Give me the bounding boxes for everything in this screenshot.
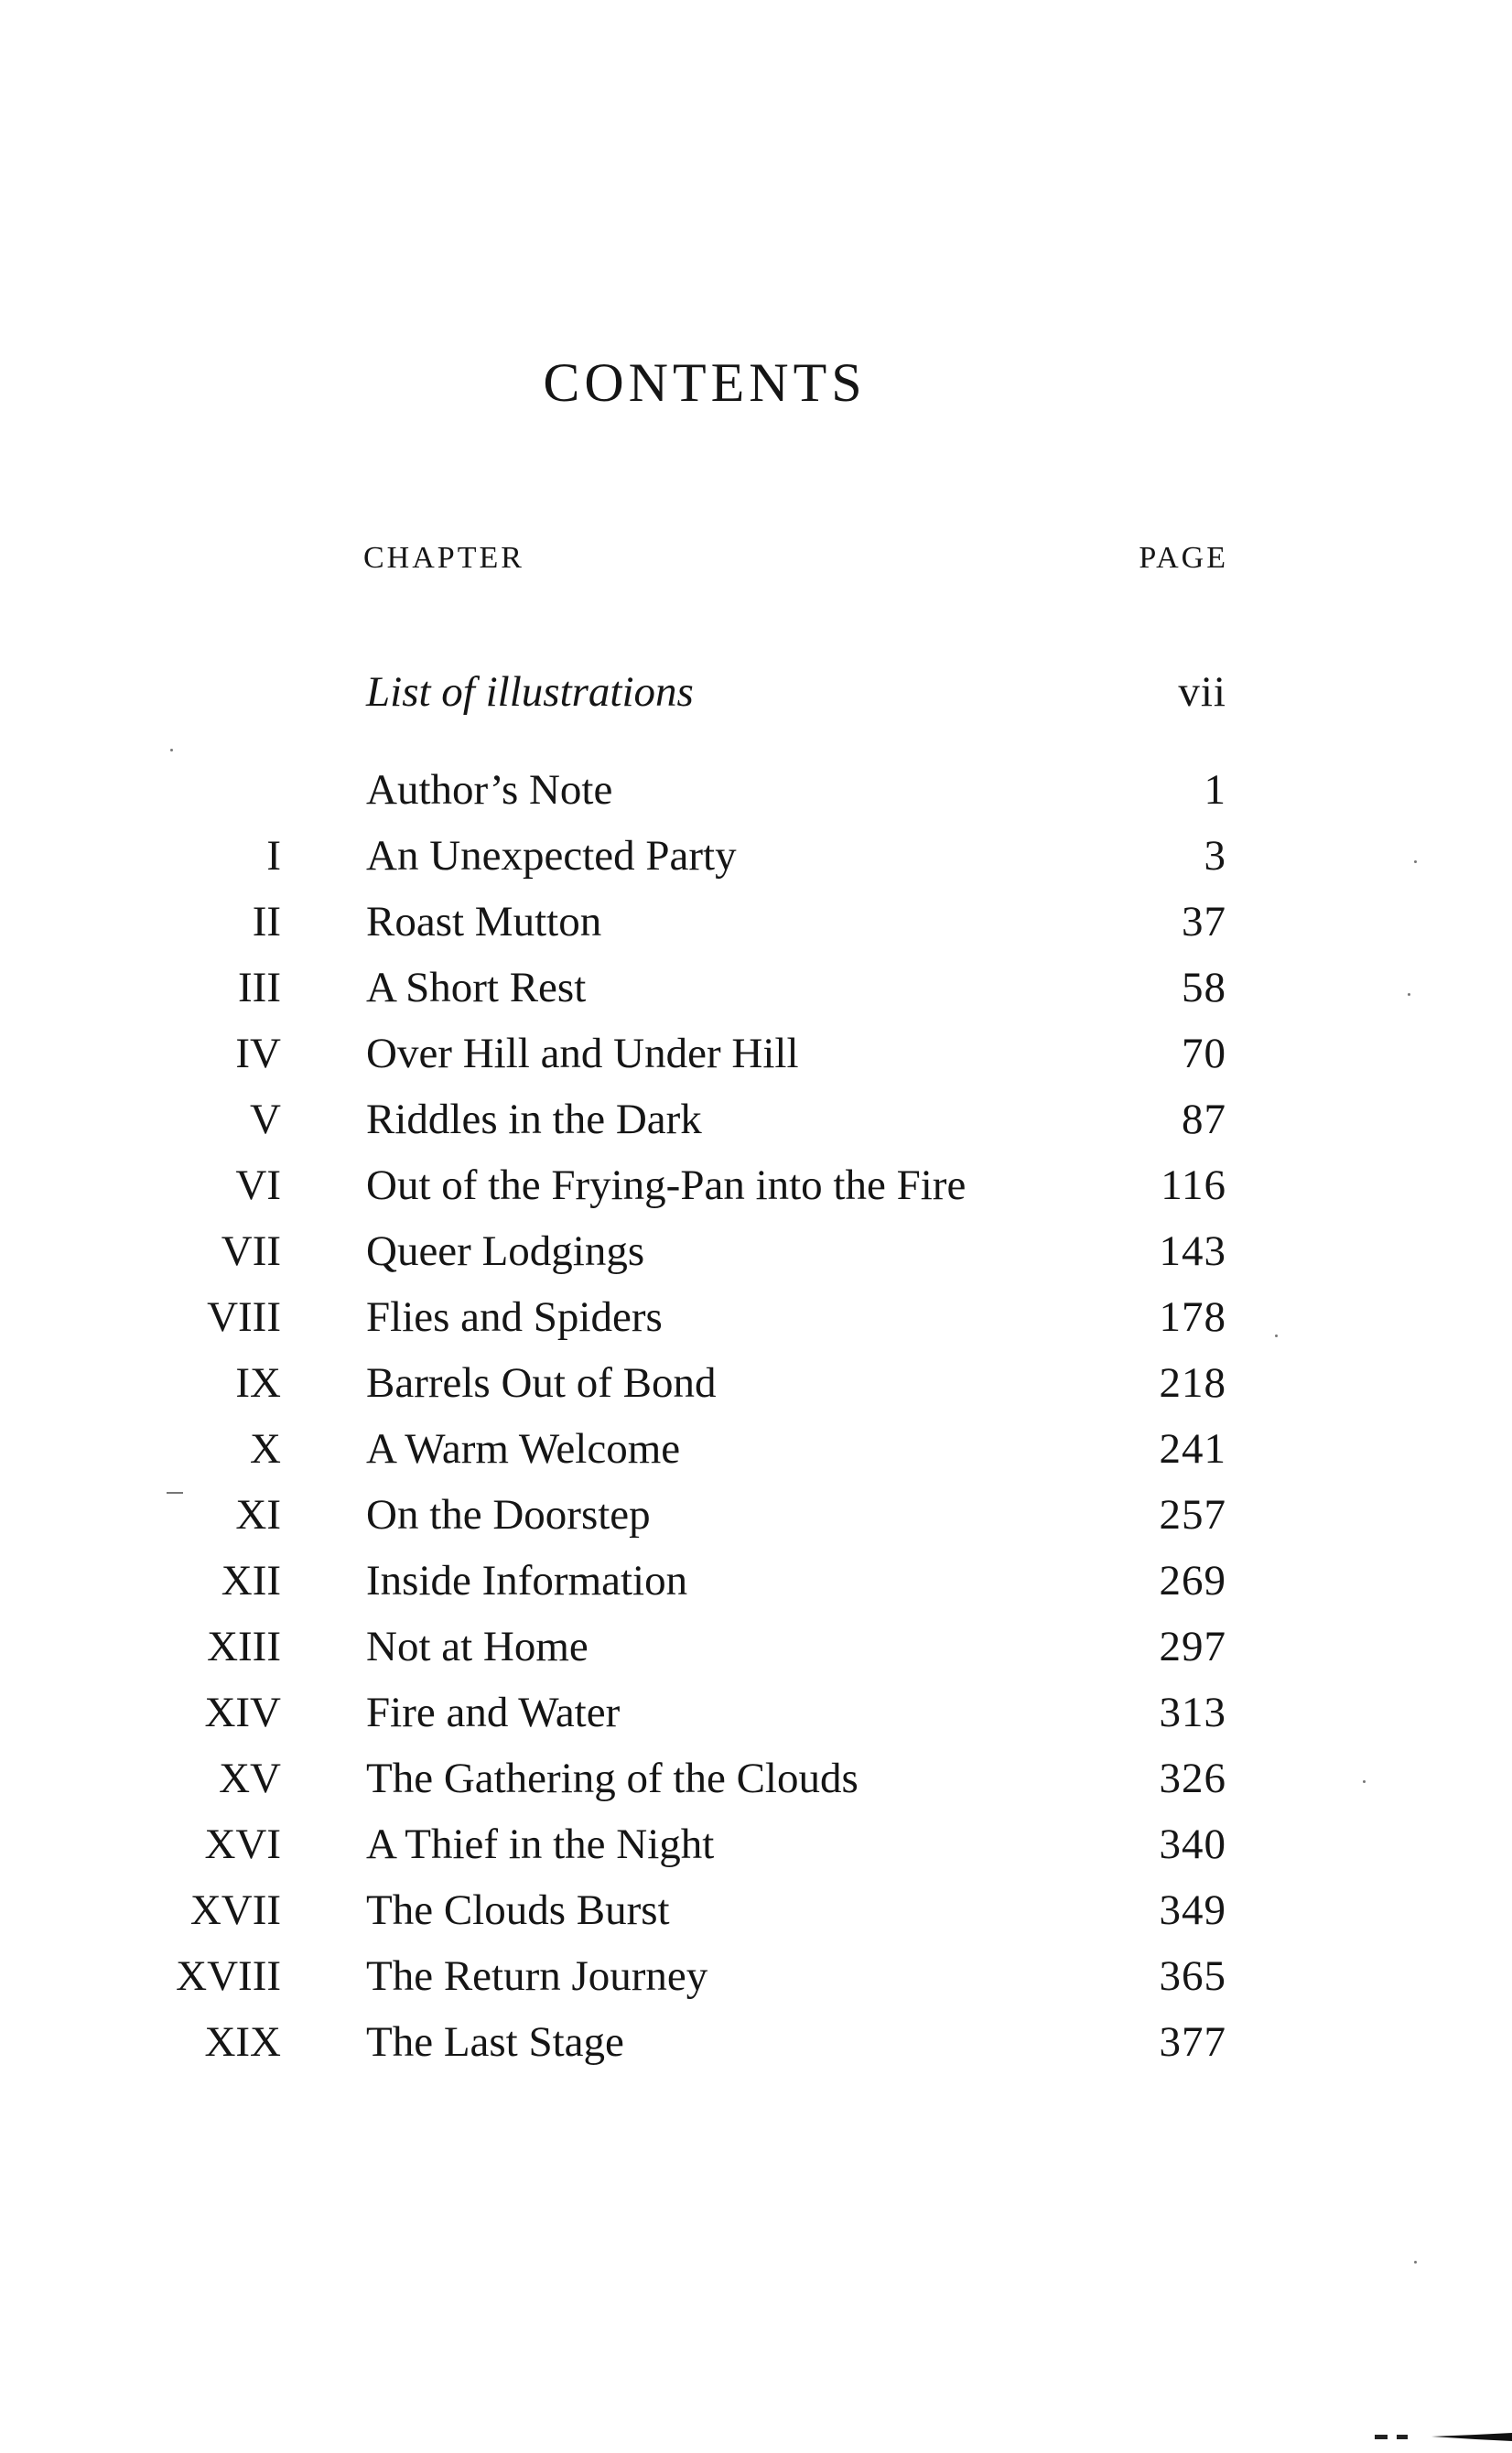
chapter-page-number: 241	[1159, 1425, 1226, 1473]
chapter-page-number: 58	[1182, 964, 1226, 1011]
chapter-title: Out of the Frying-Pan into the Fire	[366, 1162, 967, 1209]
chapter-title: The Gathering of the Clouds	[366, 1755, 859, 1802]
chapter-page-number: 218	[1159, 1359, 1226, 1407]
chapter-title: Riddles in the Dark	[366, 1096, 702, 1143]
chapter-title: A Short Rest	[366, 964, 587, 1011]
chapter-number: V	[250, 1096, 281, 1143]
chapter-page-number: 326	[1159, 1755, 1226, 1802]
toc-entry-chapter	[0, 1751, 1512, 1806]
scan-speck	[1414, 860, 1417, 863]
chapter-page-number: 365	[1159, 1952, 1226, 2000]
chapter-number: VI	[235, 1162, 281, 1209]
chapter-number: XVII	[189, 1886, 281, 1934]
chapter-page-number: 87	[1182, 1096, 1226, 1143]
page-column-header: PAGE	[1139, 541, 1228, 575]
toc-entry-chapter	[0, 1619, 1512, 1674]
toc-entry-chapter	[0, 894, 1512, 949]
chapter-number: III	[238, 964, 281, 1011]
chapter-number: XV	[219, 1755, 281, 1802]
toc-entry-chapter	[0, 1290, 1512, 1345]
chapter-number: XI	[235, 1491, 281, 1539]
toc-entry-list-of-illustrations	[0, 665, 1512, 719]
chapter-title: Not at Home	[366, 1623, 589, 1670]
chapter-title: On the Doorstep	[366, 1491, 651, 1539]
chapter-title: The Return Journey	[366, 1952, 708, 2000]
chapter-title: Fire and Water	[366, 1689, 621, 1736]
toc-entry-chapter	[0, 1421, 1512, 1476]
scan-speck	[1408, 993, 1410, 996]
entry-page-number: vii	[1178, 668, 1226, 716]
toc-entry-chapter	[0, 960, 1512, 1015]
toc-entry-chapter	[0, 1158, 1512, 1213]
scan-speck	[167, 1492, 183, 1494]
entry-page-number: 1	[1204, 766, 1226, 814]
chapter-title: The Last Stage	[366, 2018, 624, 2066]
toc-entry-chapter	[0, 1883, 1512, 1938]
scan-speck	[170, 749, 173, 751]
chapter-number: XIII	[207, 1623, 281, 1670]
scan-speck	[1275, 1335, 1278, 1337]
chapter-page-number: 340	[1159, 1821, 1226, 1868]
chapter-number: II	[252, 898, 281, 946]
chapter-number: VII	[221, 1227, 281, 1275]
chapter-number: X	[250, 1425, 281, 1473]
entry-title: Author’s Note	[366, 766, 613, 814]
chapter-page-number: 377	[1159, 2018, 1226, 2066]
toc-entry-chapter	[0, 1224, 1512, 1279]
chapter-title: An Unexpected Party	[366, 832, 737, 880]
page-title: CONTENTS	[543, 352, 867, 413]
chapter-page-number: 143	[1159, 1227, 1226, 1275]
chapter-page-number: 313	[1159, 1689, 1226, 1736]
toc-entry-chapter	[0, 1949, 1512, 2004]
chapter-number: VIII	[207, 1293, 281, 1341]
chapter-number: IV	[235, 1030, 281, 1077]
toc-entry-chapter	[0, 1487, 1512, 1542]
chapter-page-number: 297	[1159, 1623, 1226, 1670]
chapter-title: Over Hill and Under Hill	[366, 1030, 799, 1077]
chapter-page-number: 257	[1159, 1491, 1226, 1539]
chapter-number: XVIII	[176, 1952, 281, 2000]
chapter-column-header: CHAPTER	[363, 541, 524, 575]
toc-entry-chapter	[0, 1026, 1512, 1081]
entry-title: List of illustrations	[366, 668, 694, 716]
scan-speck	[1363, 1780, 1366, 1783]
chapter-title: A Warm Welcome	[366, 1425, 681, 1473]
page-edge-mark	[1375, 2430, 1512, 2441]
chapter-number: XII	[221, 1557, 281, 1605]
chapter-title: Roast Mutton	[366, 898, 602, 946]
chapter-title: Queer Lodgings	[366, 1227, 645, 1275]
chapter-title: A Thief in the Night	[366, 1821, 715, 1868]
chapter-number: I	[266, 832, 281, 880]
chapter-page-number: 116	[1161, 1162, 1226, 1209]
chapter-page-number: 349	[1159, 1886, 1226, 1934]
scan-speck	[1414, 2261, 1417, 2264]
toc-entry-chapter	[0, 1817, 1512, 1872]
chapter-title: Flies and Spiders	[366, 1293, 663, 1341]
toc-entry-chapter	[0, 1685, 1512, 1740]
chapter-title: Inside Information	[366, 1557, 688, 1605]
chapter-number: XIV	[204, 1689, 281, 1736]
chapter-number: IX	[235, 1359, 281, 1407]
toc-entry-authors-note	[0, 762, 1512, 817]
chapter-title: Barrels Out of Bond	[366, 1359, 717, 1407]
chapter-page-number: 70	[1182, 1030, 1226, 1077]
chapter-number: XIX	[204, 2018, 281, 2066]
chapter-page-number: 37	[1182, 898, 1226, 946]
chapter-page-number: 269	[1159, 1557, 1226, 1605]
chapter-page-number: 178	[1159, 1293, 1226, 1341]
chapter-number: XVI	[204, 1821, 281, 1868]
chapter-page-number: 3	[1204, 832, 1226, 880]
toc-entry-chapter	[0, 2015, 1512, 2069]
toc-entry-chapter	[0, 1092, 1512, 1147]
toc-entry-chapter	[0, 828, 1512, 883]
toc-entry-chapter	[0, 1356, 1512, 1410]
toc-entry-chapter	[0, 1553, 1512, 1608]
chapter-title: The Clouds Burst	[366, 1886, 670, 1934]
